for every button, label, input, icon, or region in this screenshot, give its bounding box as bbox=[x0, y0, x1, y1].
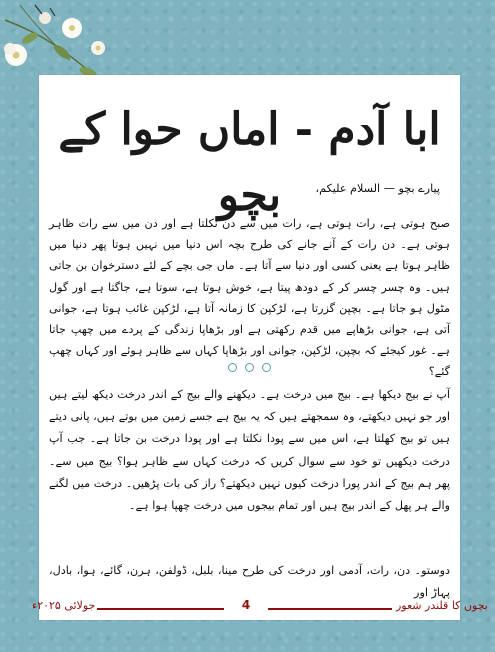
page-number: 4 bbox=[241, 598, 251, 612]
footer-rule-right bbox=[268, 608, 392, 610]
paragraph-1: صبح ہوتی ہے، رات ہوتی ہے، رات میں سے دن نکلتا ہے اور دن میں سے رات ظاہر ہوتی ہے۔ دن رات کے آنے جانے کی طرح بچہ اس دنیا میں نہیں ہوتا پھر دنیا میں ظاہر ہوتا ہے یعنی کسی اور دنیا سے آتا ہے۔ ماں جی بچے کے لئے دسترخوان بن جاتی ہیں۔ وہ چسر چسر کر کے دودھ پیتا ہے، خوش ہوتا ہے، سوتا ہے، جاگتا ہے اور گول مٹول ہو جاتا ہے۔ بچپن گزرتا ہے، لڑکپن کا زمانہ آتا ہے، لڑکپن غائب ہوتا ہے، جوانی آتی ہے، جوانی بڑھاپے میں قدم رکھتی ہے اور بڑھاپا زندگی کے پردے میں چھپ جاتا ہے۔ غور کیجئے کہ بچپن، لڑکپن، جوانی اور بڑھاپا کہاں سے ظاہر ہوئے اور کہاں چھپ گئے؟ bbox=[49, 217, 450, 379]
issue-date: جولائی ۲۰۲۵ء bbox=[32, 599, 96, 612]
paragraph-2: آپ نے بیج دیکھا ہے۔ بیج میں درخت ہے۔ دیکھنے والے بیج کے اندر درخت دیکھ لیتے ہیں اور جو نہیں دیکھتے، وہ سمجھتے ہیں کہ یہ بیج ہے جسے زمین میں بوتے ہیں، پانی دیتے ہیں تو بیج کھلتا ہے، اس میں سے پودا نکلتا ہے اور پودا درخت بن جاتا ہے۔ جب آپ درخت دیکھیں تو خود سے سوال کریں کہ درخت کہاں سے ظاہر ہوا؟ بیج میں سے۔ پھر ہم بیج کے اندر پورا درخت کیوں نہیں دیکھتے؟ راز کی بات پڑھیں۔ درخت میں لگنے والے ہر پھل کے اندر بیج ہیں اور تمام بیجوں میں درخت چھپا ہوا ہے۔ bbox=[49, 388, 450, 513]
greeting-line: پیارے بچو — السلام علیکم، bbox=[315, 182, 440, 195]
article-page bbox=[39, 75, 460, 620]
divider-dot bbox=[262, 363, 271, 372]
section-divider bbox=[39, 363, 460, 377]
article-title: ابا آدم - اماں حوا کے بچو bbox=[58, 104, 441, 221]
footer-rule-left bbox=[97, 608, 224, 610]
paragraph-3: دوستو۔ دن، رات، آدمی اور درخت کی طرح مینا، بلبل، ڈولفن، ہرن، گائے، ہوا، بادل، پہاڑ اور bbox=[49, 564, 450, 599]
magazine-name: بچوں کا قلندر شعور bbox=[396, 599, 488, 612]
divider-dot bbox=[245, 363, 254, 372]
divider-dot bbox=[228, 363, 237, 372]
page-footer bbox=[0, 597, 495, 621]
